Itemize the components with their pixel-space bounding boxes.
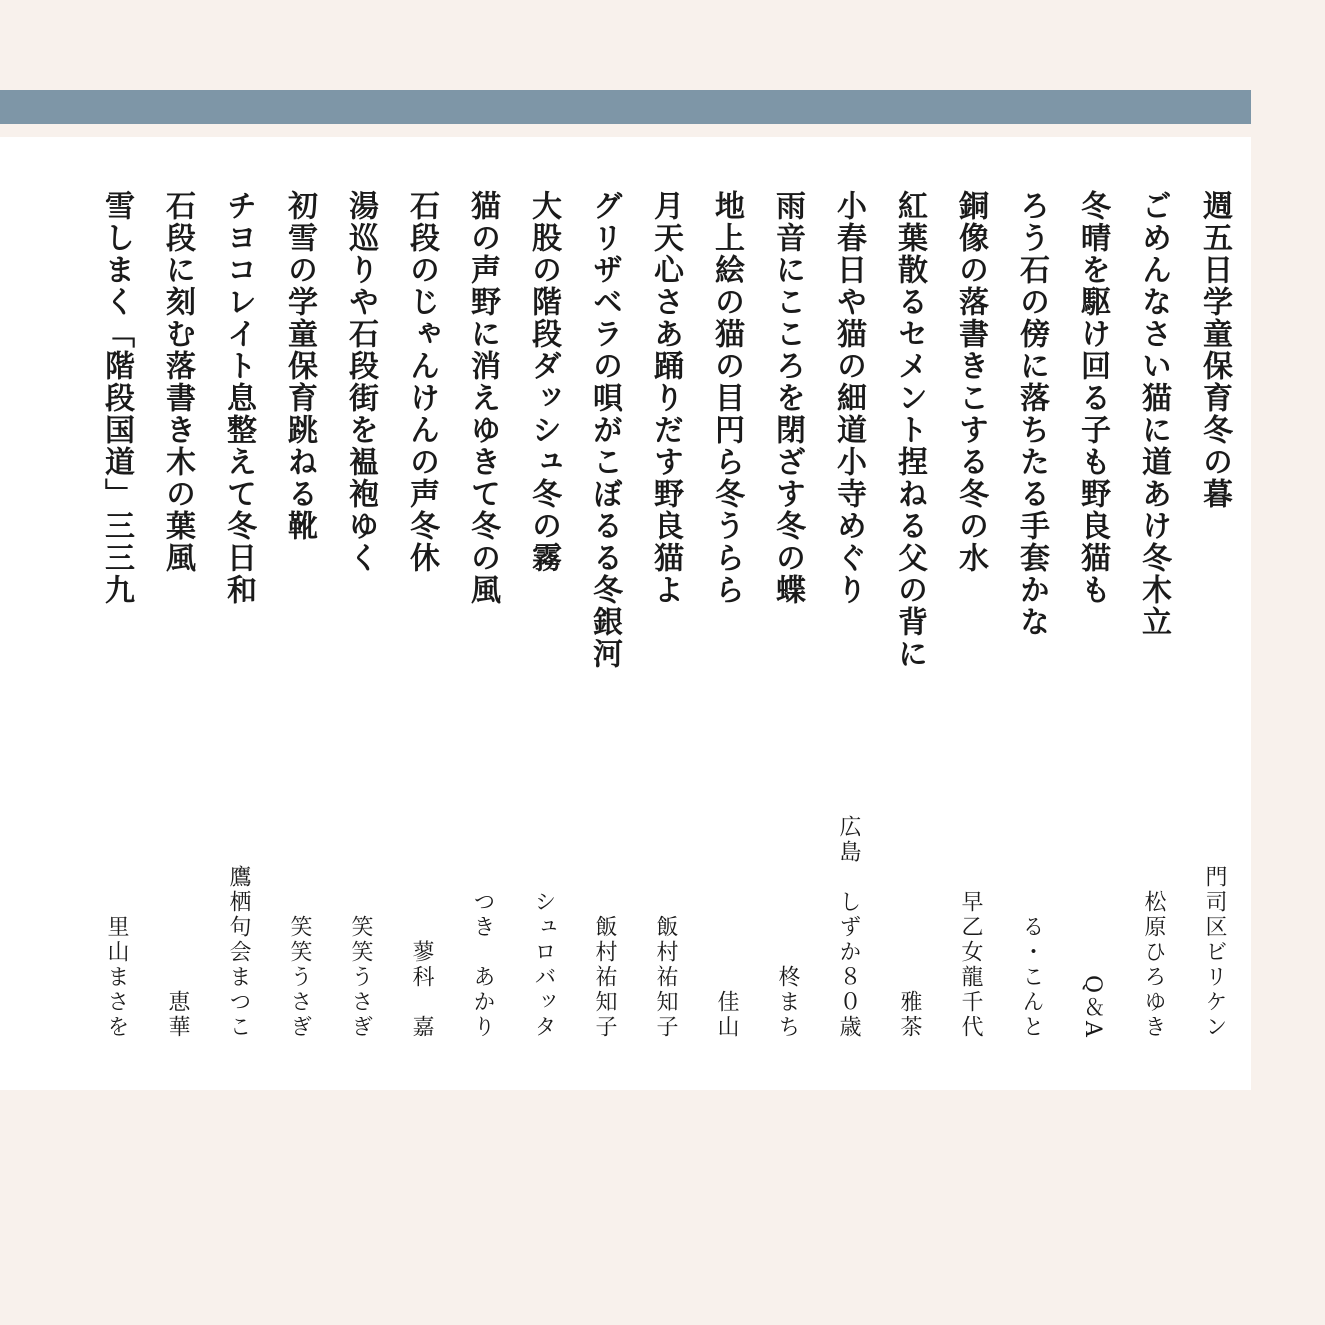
haiku-text: 冬晴を駆け回る子も野良猫も: [1075, 190, 1110, 606]
haiku-text: 猫の声野に消えゆきて冬の風: [465, 190, 500, 606]
poem-column: [338, 190, 382, 1080]
haiku-text: ごめんなさい猫に道あけ冬木立: [1136, 190, 1171, 638]
poem-column: [1070, 190, 1114, 1080]
haiku-text: ろう石の傍に落ちたる手套かな: [1014, 190, 1049, 638]
haiku-author: 里山まさを: [104, 915, 129, 1040]
haiku-author: 蓼科 嘉: [409, 940, 434, 1040]
poem-column: [277, 190, 321, 1080]
haiku-author: 笑笑うさぎ: [287, 915, 312, 1040]
poem-column: [1131, 190, 1175, 1080]
haiku-author: 早乙女龍千代: [958, 890, 983, 1040]
haiku-text: 大股の階段ダッシュ冬の霧: [526, 190, 561, 574]
haiku-author: 松原ひろゆき: [1141, 890, 1166, 1040]
haiku-author: 門司区ビリケン: [1202, 865, 1227, 1040]
haiku-text: 石段に刻む落書き木の葉風: [160, 190, 195, 574]
poem-column: [460, 190, 504, 1080]
haiku-author: 佳山: [714, 990, 739, 1040]
haiku-author: 笑笑うさぎ: [348, 915, 373, 1040]
poem-column: [155, 190, 199, 1080]
haiku-text: 雪しまく「階段国道」三三九: [99, 190, 134, 606]
haiku-author: 飯村祐知子: [653, 915, 678, 1040]
poem-column: [582, 190, 626, 1080]
poem-column: [1192, 190, 1236, 1080]
haiku-author: 飯村祐知子: [592, 915, 617, 1040]
haiku-text: グリザベラの唄がこぼるる冬銀河: [587, 190, 622, 670]
haiku-author: る・こんと: [1019, 915, 1044, 1040]
poem-column: [887, 190, 931, 1080]
haiku-author: 広島 しずか８０歳: [836, 815, 861, 1040]
haiku-text: 初雪の学童保育跳ねる靴: [282, 190, 317, 542]
poem-column: [948, 190, 992, 1080]
poem-column: [765, 190, 809, 1080]
haiku-text: 石段のじゃんけんの声冬休: [404, 190, 439, 574]
poem-column: [826, 190, 870, 1080]
haiku-text: 月天心さあ踊りだす野良猫よ: [648, 190, 683, 606]
poem-column: [1009, 190, 1053, 1080]
poem-column: [94, 190, 138, 1080]
poem-column: [521, 190, 565, 1080]
haiku-text: 小春日や猫の細道小寺めぐり: [831, 190, 866, 606]
haiku-author: シュロバッタ: [531, 890, 556, 1040]
poem-column: [216, 190, 260, 1080]
poem-column: [643, 190, 687, 1080]
haiku-author: 鷹栖句会まつこ: [226, 865, 251, 1040]
haiku-text: 地上絵の猫の目円ら冬うらら: [709, 190, 744, 606]
haiku-author: Q＆A: [1080, 975, 1105, 1040]
haiku-text: 銅像の落書きこする冬の水: [953, 190, 988, 574]
haiku-text: 週五日学童保育冬の暮: [1197, 190, 1232, 510]
haiku-author: 柊まち: [775, 965, 800, 1040]
haiku-text: チヨコレイト息整えて冬日和: [221, 190, 256, 606]
haiku-author: つき あかり: [470, 890, 495, 1040]
header-bar: [0, 90, 1251, 124]
haiku-author: 雅茶: [897, 990, 922, 1040]
haiku-text: 紅葉散るセメント捏ねる父の背に: [892, 190, 927, 670]
haiku-text: 湯巡りや石段街を褞袍ゆく: [343, 190, 378, 574]
poem-column: [704, 190, 748, 1080]
haiku-text: 雨音にこころを閉ざす冬の蝶: [770, 190, 805, 606]
poem-column: [399, 190, 443, 1080]
haiku-author: 恵華: [165, 990, 190, 1040]
